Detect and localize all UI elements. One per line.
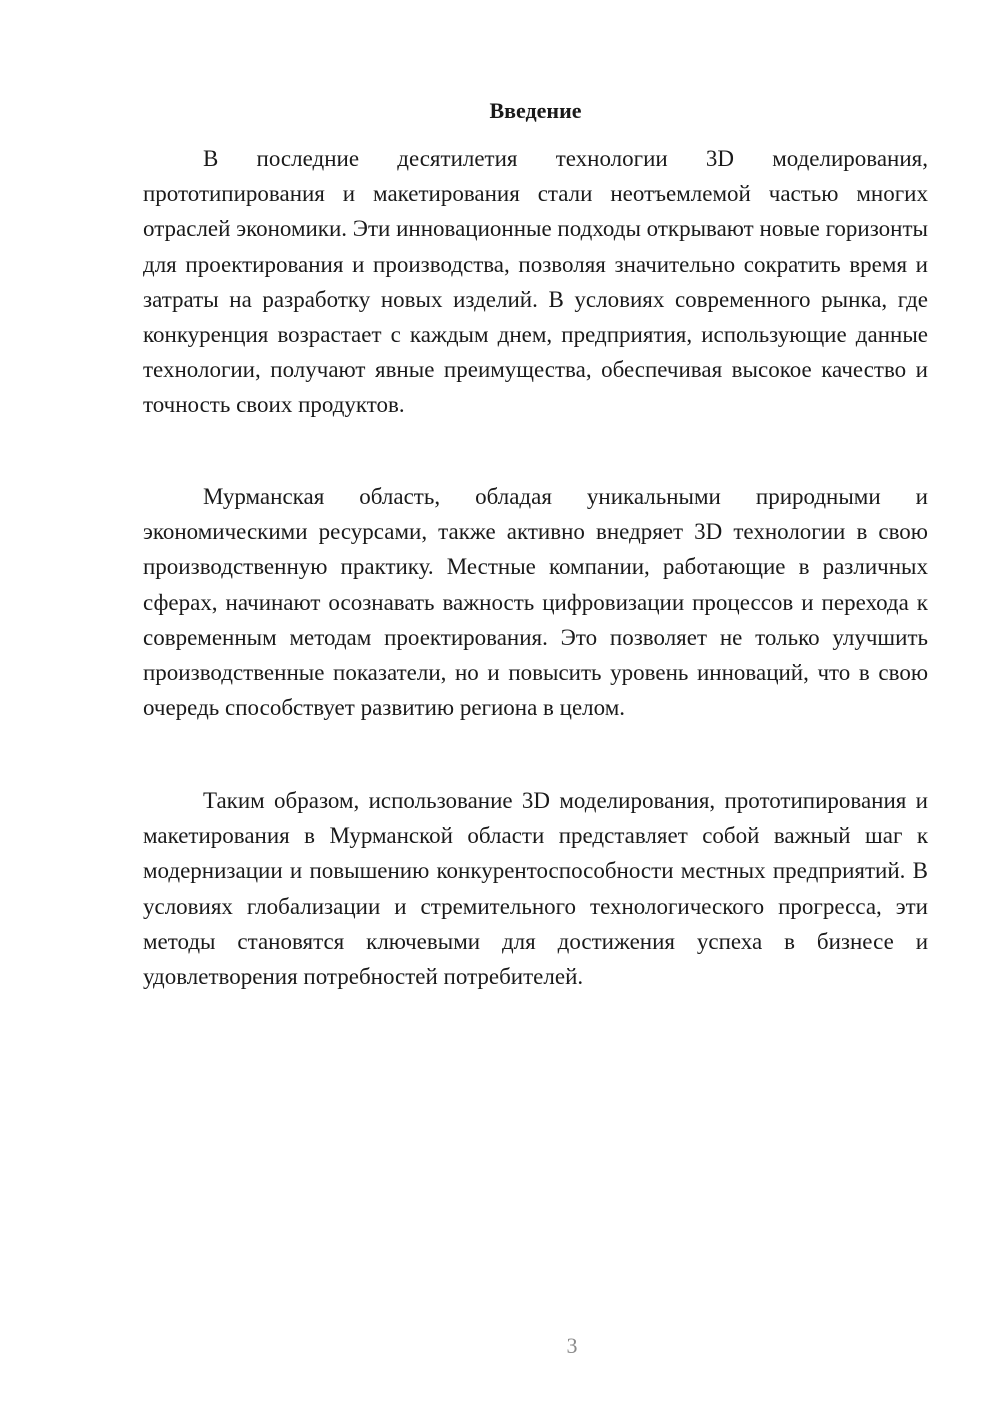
paragraph-intro: В последние десятилетия технологии 3D моделирования, прототипирования и макетирования стали неотъемлемой частью многих отраслей экономики. Эти инновационные подходы открывают новые горизонты для проектирования и производства, позволяя значительно сократить время и затраты на разработку новых изделий. В условиях современного рынка, где конкуренция возрастает с каждым днем, предприятия, использующие данные технологии, получают явные преимущества, обеспечивая высокое качество и точность своих продуктов. <box>143 146 928 418</box>
paragraph-murmansk: Мурманская область, обладая уникальными природными и экономическими ресурсами, также активно внедряет 3D технологии в свою производственную практику. Местные компании, работающие в различных сферах, начинают осознавать важность цифровизации процессов и перехода к современным методам проектирования. Это позволяет не только улучшить производственные показатели, но и повысить уровень инноваций, что в свою очередь способствует развитию региона в целом. <box>143 484 928 721</box>
paragraph-conclusion: Таким образом, использование 3D моделирования, прототипирования и макетирования в Мурманской области представляет собой важный шаг к модернизации и повышению конкурентоспособности местных предприятий. В условиях глобализации и стремительного технологического прогресса, эти методы становятся ключевыми для достижения успеха в бизнесе и удовлетворения потребностей потребителей. <box>143 788 928 990</box>
section-heading: Введение <box>489 98 582 123</box>
page-number: 3 <box>566 1333 578 1358</box>
